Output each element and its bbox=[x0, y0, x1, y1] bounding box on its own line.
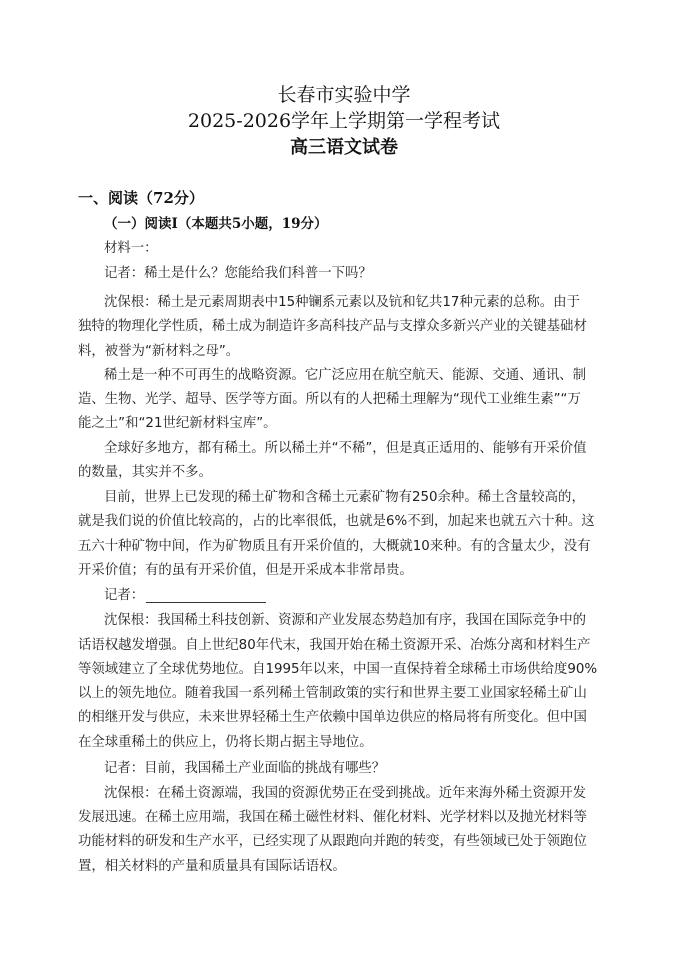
reporter-question-blank: 记者： bbox=[104, 588, 145, 603]
school-name: 长春市实验中学 bbox=[277, 84, 411, 106]
paragraph-line: 目前，世界上已发现的稀土矿物和含稀土元素矿物有250余种。稀土含量较高的， bbox=[104, 490, 585, 505]
paragraph-line: 记者：目前，我国稀土产业面临的挑战有哪些？ bbox=[104, 761, 386, 776]
paragraph-line: 稀土是一种不可再生的战略资源。它广泛应用在航空航天、能源、交通、通讯、制 bbox=[104, 368, 587, 383]
answer-blank-line bbox=[146, 602, 266, 603]
section-heading: 一、阅读（72分） bbox=[78, 189, 204, 207]
paragraph-line: 料，被誉为“新材料之母”。 bbox=[78, 344, 240, 359]
paragraph-line: 沈保根：在稀土资源端，我国的资源优势正在受到挑战。近年来海外稀土资源开发 bbox=[104, 786, 587, 801]
paragraph-line: 记者：稀土是什么？您能给我们科普一下吗？ bbox=[104, 266, 372, 281]
material-label: 材料一： bbox=[104, 241, 158, 256]
paragraph-line: 功能材料的研发和生产水平，已经实现了从跟跑向并跑的转变，有些领域已处于领跑位 bbox=[78, 834, 587, 849]
paragraph-line: 话语权越发增强。自上世纪80年代末，我国开始在稀土资源开采、冶炼分离和材料生产 bbox=[78, 638, 591, 653]
paragraph-line: 在全球重稀土的供应上，仍将长期占据主导地位。 bbox=[78, 735, 373, 750]
paragraph-line: 的相继开发与供应，未来世界轻稀土生产依赖中国单边供应的格局将有所变化。但中国 bbox=[78, 710, 587, 725]
paper-subject: 高三语文试卷 bbox=[290, 137, 398, 158]
paragraph-line: 置，相关材料的产量和质量具有国际话语权。 bbox=[78, 859, 346, 874]
paragraph-line: 以上的领先地位。随着我国一系列稀土管制政策的实行和世界主要工业国家轻稀土矿山 bbox=[78, 686, 587, 701]
paragraph-line: 五六十种矿物中间，作为矿物质且有开采价值的，大概就10来种。有的含量太少，没有 bbox=[78, 539, 591, 554]
paragraph-line: 发展迅速。在稀土应用端，我国在稀土磁性材料、催化材料、光学材料以及抛光材料等 bbox=[78, 810, 587, 825]
paragraph-line: 等领域建立了全球优势地位。自1995年以来，中国一直保持着全球稀土市场供给度90% bbox=[78, 662, 598, 677]
exam-name: 2025-2026学年上学期第一学程考试 bbox=[187, 110, 501, 132]
paragraph-line: 就是我们说的价值比较高的，占的比率很低，也就是6%不到，加起来也就五六十种。这 bbox=[78, 514, 595, 529]
paragraph-line: 的数量，其实并不多。 bbox=[78, 465, 212, 480]
paragraph-line: 独特的物理化学性质，稀土成为制造许多高科技产品与支撑众多新兴产业的关键基础材 bbox=[78, 319, 587, 334]
paragraph-line: 造、生物、光学、超导、医学等方面。所以有的人把稀土理解为“现代工业维生素”“万 bbox=[78, 392, 581, 407]
paragraph-line: 沈保根：稀土是元素周期表中15种镧系元素以及钪和钇共17种元素的总称。由于 bbox=[104, 295, 580, 310]
paragraph-line: 能之土”和“21世纪新材料宝库”。 bbox=[78, 416, 277, 431]
subsection-heading: （一）阅读Ⅰ（本题共5小题，19分） bbox=[104, 216, 328, 232]
paragraph-line: 全球好多地方，都有稀土。所以稀土并“不稀”，但是真正适用的、能够有开采价值 bbox=[104, 441, 587, 456]
paragraph-line: 开采价值；有的虽有开采价值，但是开采成本非常昂贵。 bbox=[78, 563, 413, 578]
paragraph-line: 沈保根：我国稀土科技创新、资源和产业发展态势趋加有序，我国在国际竞争中的 bbox=[104, 613, 587, 628]
